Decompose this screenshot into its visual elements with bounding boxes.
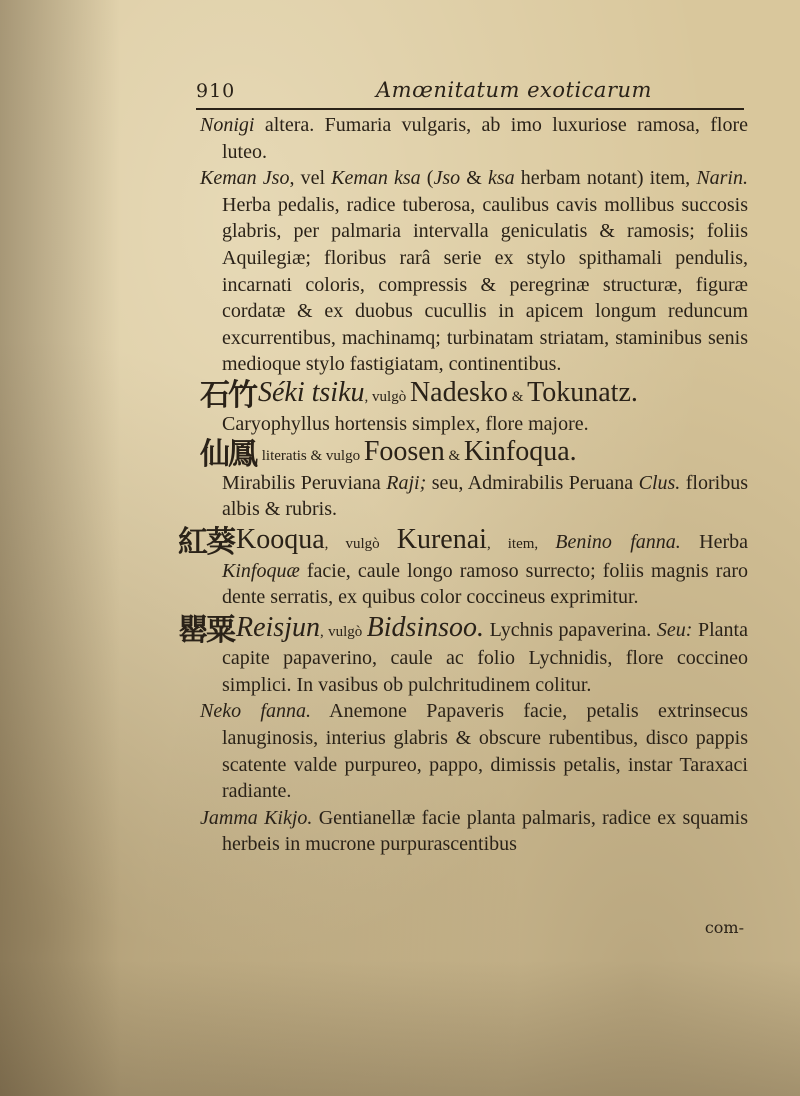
entry-foosen-text: Mirabilis Peruviana Raji; seu, Admirabilis Peruana Clus. floribus albis & rubris. bbox=[222, 471, 748, 521]
entry-name: Jamma Kikjo. bbox=[200, 806, 313, 829]
entry-foosen: 仙鳳 literatis & vulgo Foosen & Kinfoqua. bbox=[200, 436, 577, 472]
entry-name: Séki tsiku bbox=[258, 376, 365, 408]
catchword: com- bbox=[704, 918, 744, 937]
entry-kooqua: 紅葵Kooqua, vulgò Kurenai, item, Benino fanna. Herba Kinfoquæ facie, caule longo ramoso surrecto; foliis magnis raro dente serratis, ex quibus color coccineus exprimitur. bbox=[178, 523, 749, 609]
cjk-characters: 石竹 bbox=[200, 378, 256, 412]
cjk-characters: 仙鳳 bbox=[200, 438, 256, 472]
cjk-characters: 罌粟 bbox=[178, 613, 234, 647]
entry-reisjun: 罌粟Reisjun, vulgò Bidsinsoo. Lychnis papaverina. Seu: Planta capite papaverino, caule ac folio Lychnidis, flore coccineo simplici. In vasibus ob pulchritudinem colitur. bbox=[178, 611, 748, 696]
entry-text: Herba pedalis, radice tuberosa, caulibus cavis mollibus succosis glabris, per palmaria intervalla geniculatis & ramosis; foliis Aquilegiæ; floribus rarâ serie ex stylo spithamali pendulis, incarnati coloris, compressis & peregrinæ structuræ, figuræ cordatæ & ex duobus cucullis in apicem longum reduncum excurrentibus, machinamq; turbinatam striatam, staminibus senis medioque stylo fastigiatam, continentibus. bbox=[222, 193, 748, 376]
entry-name: Reisjun bbox=[236, 611, 320, 643]
entry-text: Anemone Papaveris facie, petalis extrinsecus lanuginosis, interius glabris & obscure rubentibus, disco pappis scatente valde purpureo, pappo, dimissis petalis, instar Taraxaci radiante. bbox=[222, 700, 748, 803]
page-number: 910 bbox=[196, 80, 236, 102]
entry-name: Nonigi bbox=[200, 114, 255, 136]
cjk-characters: 紅葵 bbox=[178, 525, 234, 559]
entry-name: Keman Jso bbox=[200, 167, 290, 190]
page-shadow-left bbox=[0, 0, 120, 1096]
entry-seki-tsiku: 石竹Séki tsiku, vulgò Nadesko & Tokunatz. bbox=[200, 376, 638, 412]
entry-nonigi bbox=[200, 112, 748, 165]
entry-keman: Keman Jso, vel Keman ksa (Jso & ksa herbam notant) item, Narin. Herba pedalis, radice tuberosa, caulibus cavis mollibus succosis glabris, per palmaria intervalla geniculatis & ramosis; foliis Aquilegiæ; floribus rarâ serie ex stylo spithamali pendulis, incarnati coloris, compressis & peregrinæ structuræ, figuræ cordatæ & ex duobus cucullis in apicem longum reduncum excurrentibus, machinamq; turbinatam striatam, staminibus senis medioque stylo fastigiatam, continentibus. bbox=[200, 167, 748, 376]
running-title: Amœnitatum exoticarum bbox=[376, 78, 652, 102]
entry-name: Kooqua bbox=[236, 523, 325, 555]
entry-text: Gentianellæ facie planta palmaris, radice ex squamis herbeis in mucrone purpurascentibus bbox=[222, 806, 749, 856]
entry-jamma-kikjo bbox=[200, 805, 748, 858]
entry-seki-tsiku-text: Caryophyllus hortensis simplex, flore majore. bbox=[222, 412, 589, 435]
entry-neko-fanna bbox=[200, 698, 748, 804]
entry-name: Neko fanna. bbox=[200, 700, 311, 723]
entry-text: altera. Fumaria vulgaris, ab imo luxuriose ramosa, flore luteo. bbox=[222, 114, 748, 163]
page-body bbox=[178, 112, 749, 858]
page-header bbox=[196, 78, 744, 110]
page-shadow-bottom bbox=[0, 960, 800, 1096]
